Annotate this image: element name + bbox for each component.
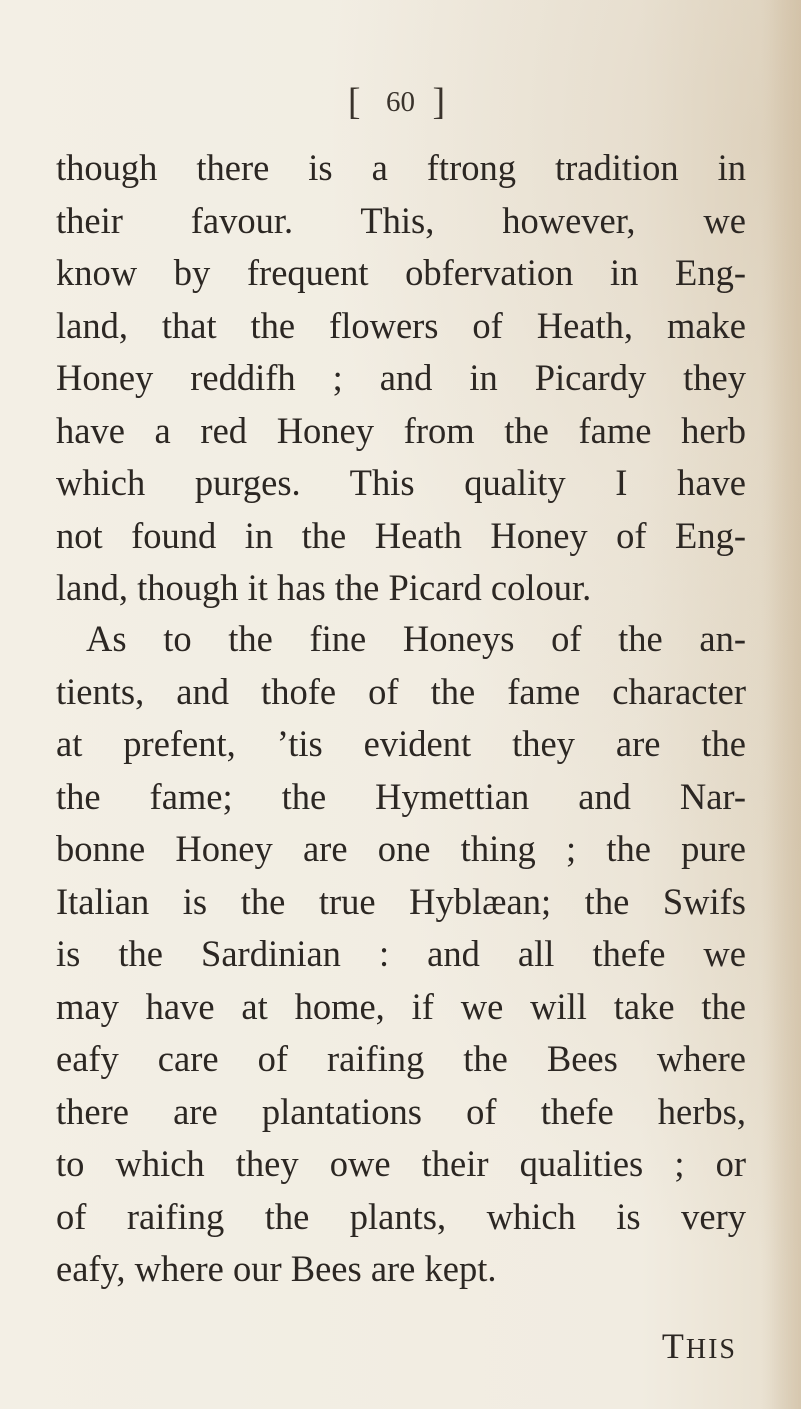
text-line: their favour. This, however, we — [56, 199, 746, 241]
text-line: bonne Honey are one thing ; the pure — [56, 828, 746, 869]
text-line: may have at home, if we will take the — [56, 985, 746, 1027]
catchword — [662, 1325, 737, 1367]
text-line: As to the fine Honeys of the an- — [86, 618, 746, 659]
text-line: to which they owe their qualities ; or — [56, 1143, 746, 1184]
text-line: the fame; the Hymettian and Nar- — [56, 775, 746, 817]
text-line: at prefent, ’tis evident they are the — [56, 723, 746, 764]
text-line: have a red Honey from the fame herb — [56, 409, 746, 451]
bracket-close: ] — [432, 81, 454, 123]
text-line: though there is a ftrong tradition in — [56, 147, 746, 188]
text-line: eafy care of raifing the Bees where — [56, 1038, 746, 1079]
paragraph-continuation — [56, 142, 746, 615]
text-line: which purges. This quality I have — [56, 462, 746, 503]
text-line: Italian is the true Hyblæan; the Swifs — [56, 880, 746, 922]
bracket-open: [ — [347, 81, 369, 123]
text-line: is the Sardinian : and all thefe we — [56, 933, 746, 974]
text-line: know by frequent obfervation in Eng- — [56, 252, 746, 293]
page-number: 60 — [386, 86, 415, 118]
catchword-initial: T — [661, 1326, 686, 1366]
paragraph-fine-honeys — [56, 613, 746, 1296]
text-line: Honey reddifh ; and in Picardy they — [56, 357, 746, 398]
text-line: of raifing the plants, which is very — [56, 1195, 746, 1237]
text-line: eafy, where our Bees are kept. — [56, 1248, 497, 1289]
text-line: there are plantations of thefe herbs, — [56, 1090, 746, 1132]
text-line: not found in the Heath Honey of Eng- — [56, 514, 746, 556]
text-line: land, that the flowers of Heath, make — [56, 304, 746, 346]
page-header — [0, 80, 801, 124]
catchword-rest: HIS — [685, 1334, 737, 1365]
text-line: tients, and thofe of the fame character — [56, 670, 746, 712]
page-edge-shadow — [761, 0, 801, 1409]
text-line: land, though it has the Picard colour. — [56, 567, 592, 608]
